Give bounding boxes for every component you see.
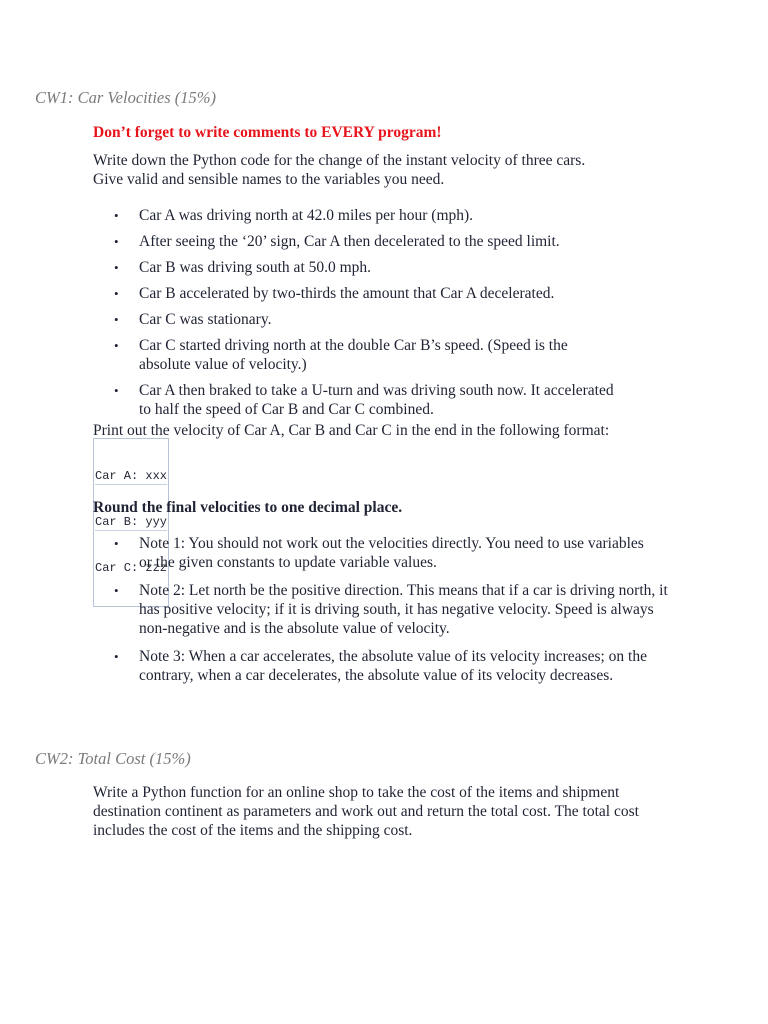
print-instruction: Print out the velocity of Car A, Car B and Car C in the end in the following format:	[93, 422, 610, 439]
round-instruction: Round the final velocities to one decimal place.	[93, 499, 403, 516]
list-item: • Car C was stationary.	[114, 311, 272, 328]
code-line-car-a: Car A: xxx	[95, 469, 168, 483]
bullet-icon: •	[114, 234, 119, 249]
bullet-icon: •	[114, 649, 119, 664]
bullet-icon: •	[114, 286, 119, 301]
notes-list	[93, 534, 683, 685]
list-item: • Car B was driving south at 50.0 mph.	[114, 259, 372, 276]
cw1-intro-line-2: Give valid and sensible names to the variables you need.	[93, 171, 445, 188]
list-item: • Note 1: You should not work out the velocities directly. You need to use variables or the given constants to update variable values.	[114, 535, 644, 571]
cw1-heading: CW1: Car Velocities (15%)	[35, 88, 217, 107]
comments-warning: Don’t forget to write comments to EVERY program!	[93, 124, 442, 141]
cw1-intro	[93, 151, 693, 189]
bullet-icon: •	[114, 208, 119, 223]
bullet-icon: •	[114, 536, 119, 551]
cw1-intro-line-1: Write down the Python code for the change of the instant velocity of three cars.	[93, 152, 586, 169]
list-item: • Car C started driving north at the double Car B’s speed. (Speed is the absolute value of velocity.)	[114, 337, 568, 373]
list-item: • Note 3: When a car accelerates, the absolute value of its velocity increases; on the contrary, when a car decelerates, the absolute value of its velocity decreases.	[114, 648, 647, 684]
list-item: • Car A was driving north at 42.0 miles per hour (mph).	[114, 207, 474, 224]
bullet-icon: •	[114, 338, 119, 353]
cw2-body: Write a Python function for an online shop to take the cost of the items and shipment destination continent as parameters and work out and return the total cost. The total cost includes the cost of the items and the shipping cost.	[93, 784, 639, 839]
bullet-icon: •	[114, 260, 119, 275]
list-item: • Car A then braked to take a U-turn and was driving south now. It accelerated to half the speed of Car B and Car C combined.	[114, 382, 614, 418]
code-line-car-b: Car B: yyy	[95, 515, 168, 529]
bullet-icon: •	[114, 312, 119, 327]
list-item: • After seeing the ‘20’ sign, Car A then decelerated to the speed limit.	[114, 233, 560, 250]
car-steps-list	[93, 206, 653, 419]
list-item: • Note 2: Let north be the positive direction. This means that if a car is driving north, it has positive velocity; if it is driving south, it has negative velocity. Speed is always non-negative and is the absolute value of velocity.	[114, 582, 668, 637]
code-line-car-c: Car C: zzz	[95, 561, 168, 575]
bullet-icon: •	[114, 383, 119, 398]
list-item: • Car B accelerated by two-thirds the amount that Car A decelerated.	[114, 285, 555, 302]
bullet-icon: •	[114, 583, 119, 598]
cw2-heading: CW2: Total Cost (15%)	[35, 749, 191, 768]
